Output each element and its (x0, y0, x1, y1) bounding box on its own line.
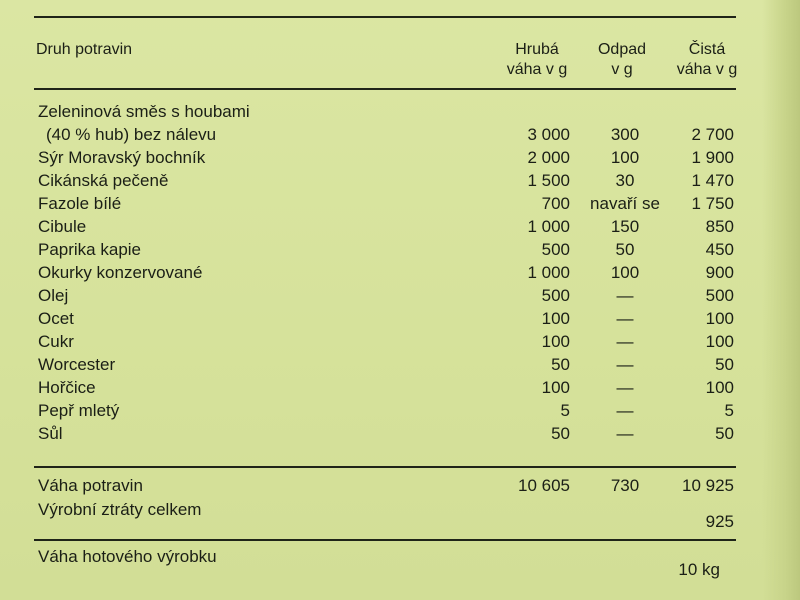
item-net: 500 (705, 286, 734, 305)
table-row (0, 100, 800, 123)
item-name: Olej (38, 286, 69, 305)
item-net: 50 (715, 355, 734, 374)
final-label: Váha hotového výrobku (38, 547, 217, 566)
item-net: 1 750 (691, 194, 734, 213)
item-waste: — (616, 309, 634, 328)
table-row (0, 146, 800, 169)
item-waste: — (616, 355, 634, 374)
total-label: Váha potravin (38, 476, 143, 495)
item-waste: navaří se (590, 194, 660, 213)
table-row (0, 330, 800, 353)
item-net: 100 (705, 309, 734, 328)
item-net: 100 (705, 332, 734, 351)
item-gross: 1 000 (527, 217, 570, 236)
item-waste: — (616, 332, 634, 351)
total-net: 10 925 (682, 476, 734, 495)
item-gross: 100 (541, 378, 570, 397)
summary-row-total (0, 474, 800, 497)
table-row (0, 123, 800, 146)
table-row (0, 284, 800, 307)
item-net: 900 (705, 263, 734, 282)
loss-label: Výrobní ztráty celkem (38, 500, 202, 519)
item-name: Zeleninová směs s houbami (38, 102, 250, 121)
item-name: Hořčice (38, 378, 96, 397)
item-gross: 500 (541, 286, 570, 305)
item-name: Ocet (38, 309, 74, 328)
item-net: 850 (705, 217, 734, 236)
header-gross-line1: Hrubá (515, 41, 559, 58)
header-name: Druh potravin (36, 41, 133, 58)
item-waste: 150 (610, 217, 640, 236)
item-name: Pepř mletý (38, 401, 120, 420)
header-waste-line1: Odpad (597, 41, 647, 58)
item-gross: 100 (541, 332, 570, 351)
item-waste: 30 (615, 171, 635, 190)
header-net (662, 40, 752, 80)
header-net-line1: Čistá (688, 41, 726, 58)
item-name: Sýr Moravský bochník (38, 148, 206, 167)
table-row (0, 399, 800, 422)
item-net: 1 470 (691, 171, 734, 190)
item-net: 2 700 (691, 125, 734, 144)
final-rule (34, 539, 736, 541)
item-waste: 300 (610, 125, 640, 144)
header-net-line2: váha v g (676, 61, 738, 78)
item-net: 50 (715, 424, 734, 443)
item-waste: — (616, 424, 634, 443)
table-row (0, 238, 800, 261)
item-name: Paprika kapie (38, 240, 142, 259)
item-name: (40 % hub) bez nálevu (46, 125, 217, 144)
item-waste: — (616, 378, 634, 397)
top-rule (34, 16, 736, 18)
item-waste: 50 (615, 240, 635, 259)
item-waste: — (616, 401, 634, 420)
item-waste: 100 (610, 148, 640, 167)
item-name: Sůl (38, 424, 63, 443)
header-waste-line2: v g (611, 61, 633, 78)
header-rule (34, 88, 736, 90)
item-gross: 3 000 (527, 125, 570, 144)
item-gross: 100 (541, 309, 570, 328)
table-row (0, 192, 800, 215)
header-gross-line2: váha v g (506, 61, 568, 78)
item-name: Cibule (38, 217, 87, 236)
item-gross: 700 (541, 194, 570, 213)
item-waste: — (616, 286, 634, 305)
item-name: Fazole bílé (38, 194, 122, 213)
item-name: Cikánská pečeně (38, 171, 169, 190)
header-gross (492, 40, 582, 80)
total-waste: 730 (610, 476, 640, 495)
summary-row-final-value (0, 558, 800, 581)
item-name: Worcester (38, 355, 116, 374)
item-gross: 1 000 (527, 263, 570, 282)
item-gross: 50 (551, 355, 570, 374)
item-gross: 2 000 (527, 148, 570, 167)
item-name: Cukr (38, 332, 74, 351)
table-row (0, 261, 800, 284)
table-row (0, 353, 800, 376)
item-gross: 1 500 (527, 171, 570, 190)
item-gross: 50 (551, 424, 570, 443)
item-name: Okurky konzervované (38, 263, 203, 282)
item-waste: 100 (610, 263, 640, 282)
summary-row-loss-value (0, 510, 800, 533)
item-gross: 5 (560, 401, 570, 420)
loss-value: 925 (705, 512, 734, 531)
item-net: 1 900 (691, 148, 734, 167)
table-row (0, 169, 800, 192)
item-gross: 500 (541, 240, 570, 259)
item-net: 5 (724, 401, 734, 420)
item-net: 450 (705, 240, 734, 259)
table-row (0, 215, 800, 238)
total-gross: 10 605 (518, 476, 570, 495)
total-rule (34, 466, 736, 468)
table-row (0, 376, 800, 399)
item-net: 100 (705, 378, 734, 397)
table-row (0, 307, 800, 330)
final-value: 10 kg (678, 560, 720, 579)
table-header (0, 30, 800, 86)
table-row (0, 422, 800, 445)
header-waste (582, 40, 662, 80)
